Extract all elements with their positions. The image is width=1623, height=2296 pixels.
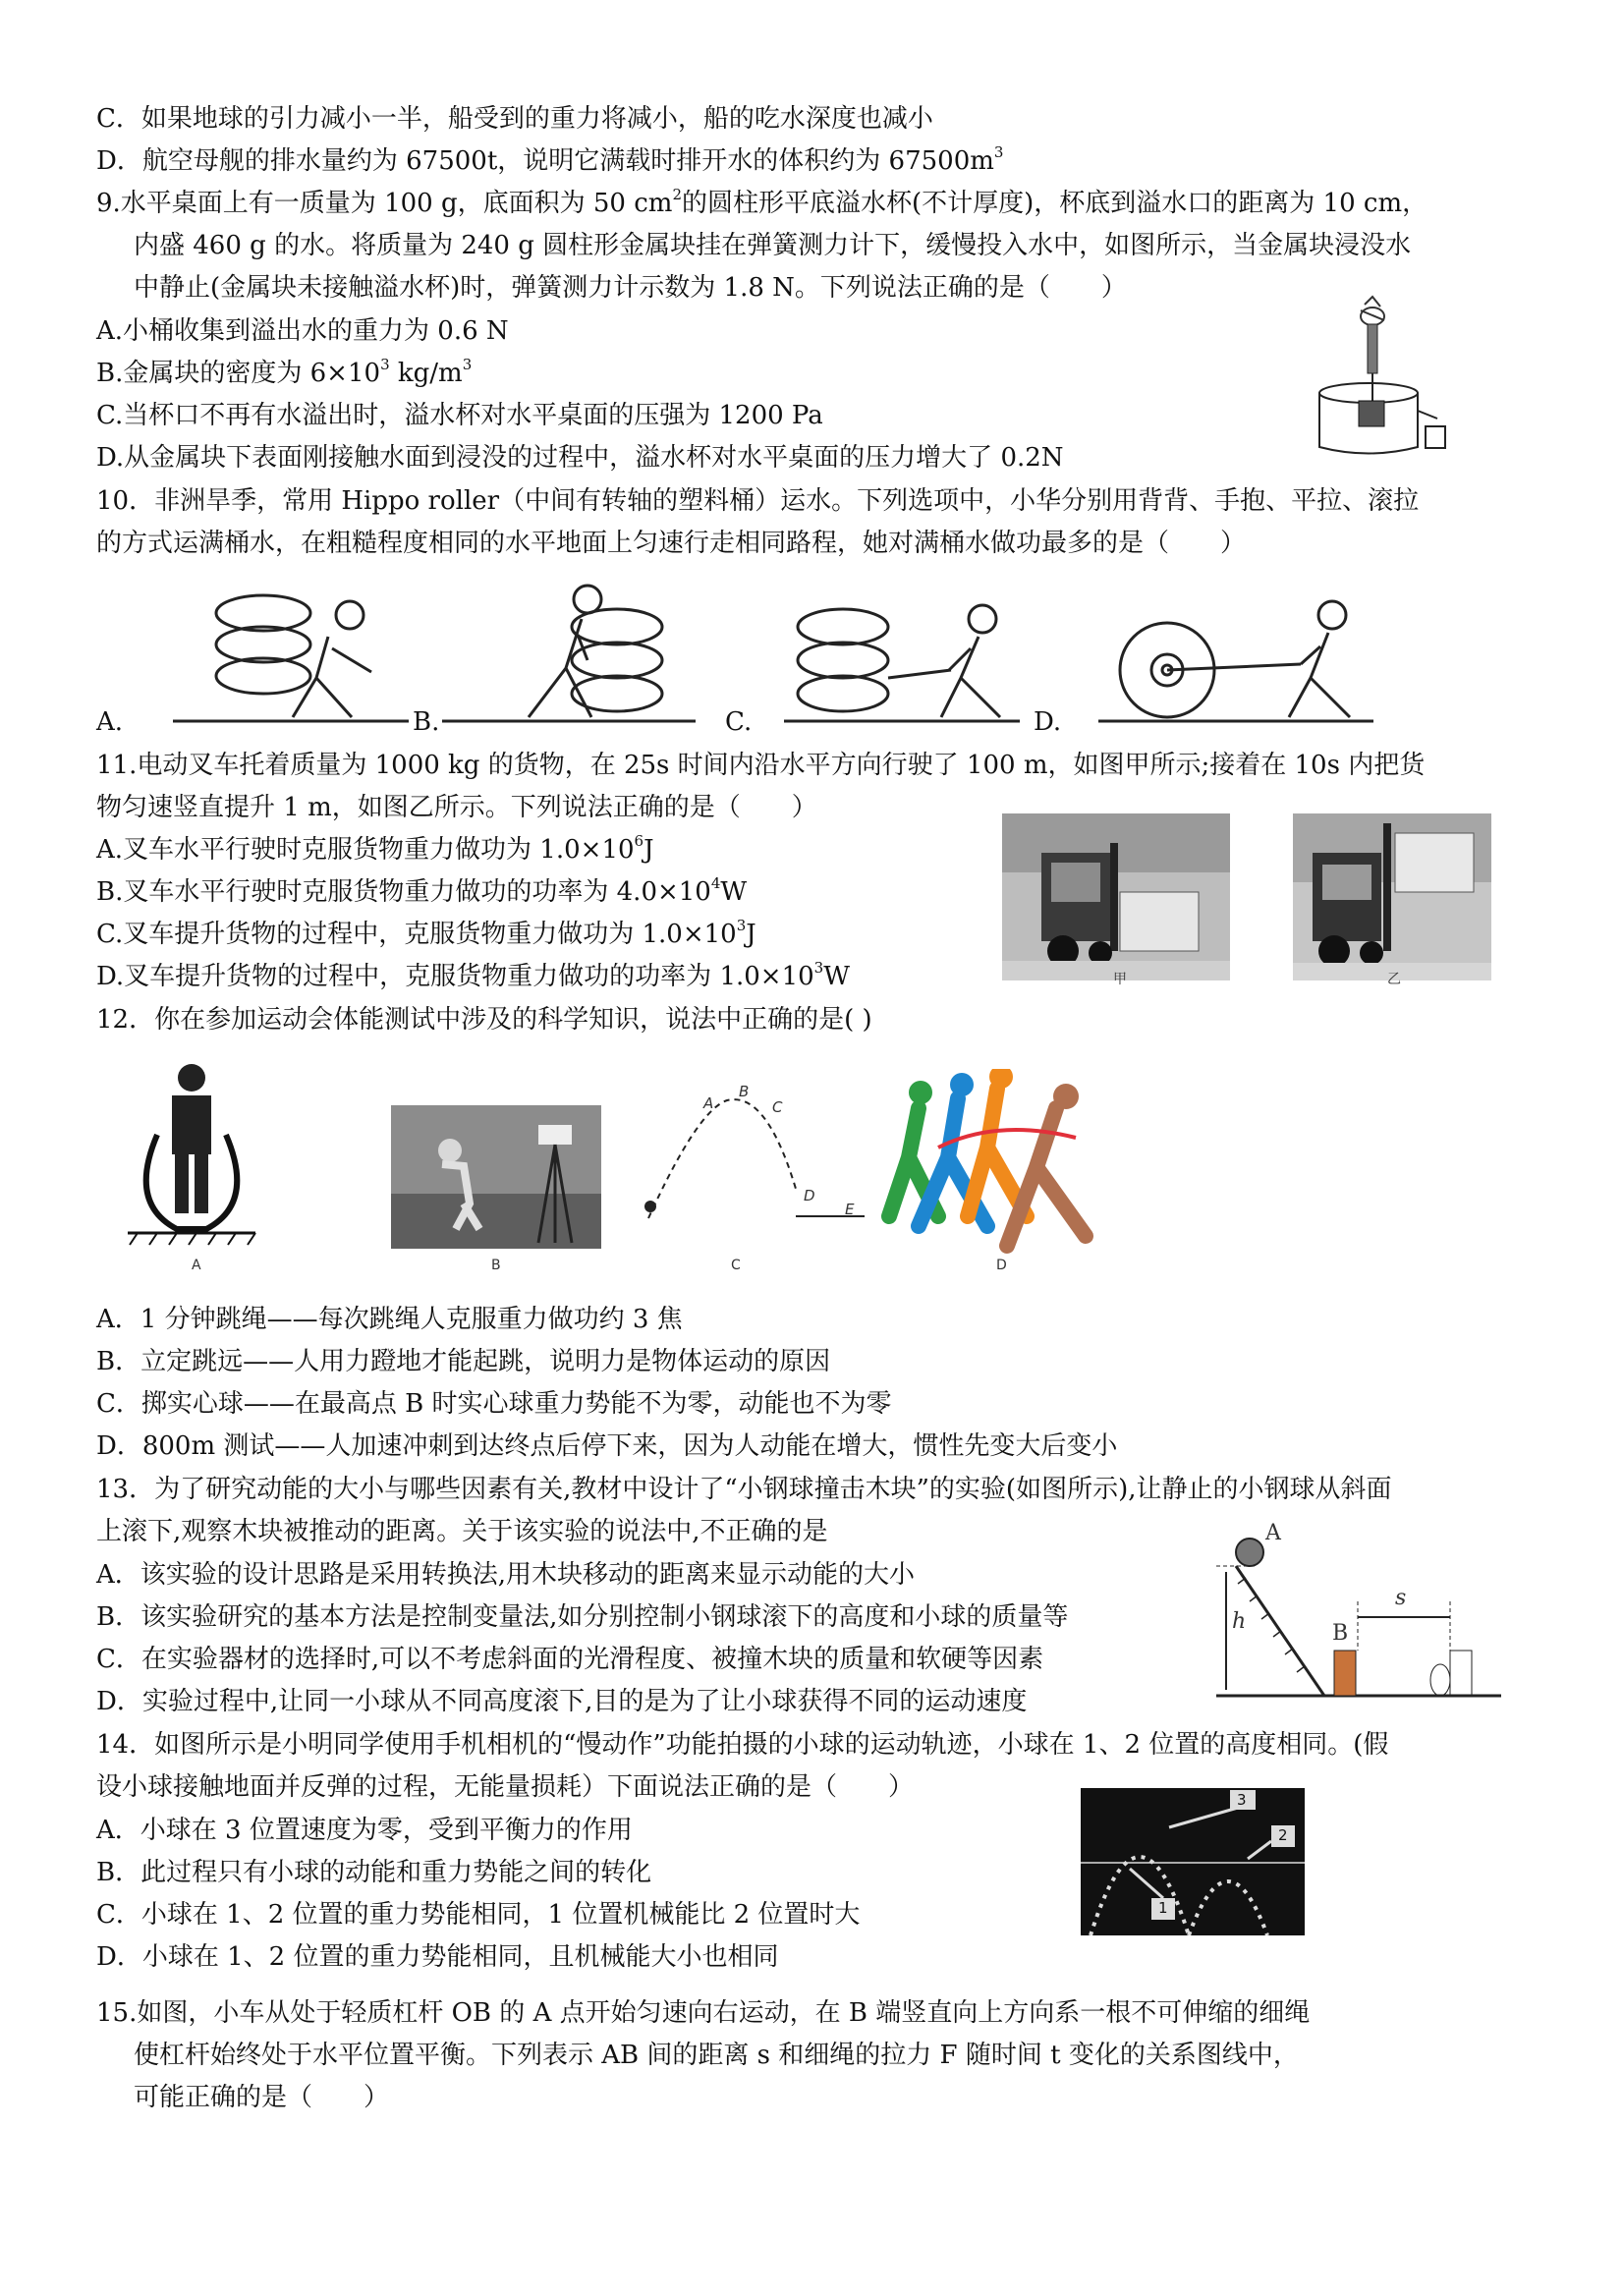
q14-stem-line1: 14．如图所示是小明同学使用手机相机的“慢动作”功能拍摄的小球的运动轨迹，小球在 1、2 位置的高度相同。(假 <box>96 1730 1389 1760</box>
q11-stem-line2: 物匀速竖直提升 1 m，如图乙所示。下列说法正确的是（ ） <box>96 793 817 822</box>
figure-label-c: C <box>731 1258 741 1273</box>
q8-option-c: C．如果地球的引力减小一半，船受到的重力将减小，船的吃水深度也减小 <box>96 104 933 134</box>
incline-label-b: B <box>1332 1621 1349 1646</box>
q9-option-b: B.金属块的密度为 $6\times 10^3$ $kg/m^3$ <box>96 356 473 388</box>
sports-figure-c-trajectory <box>629 1091 865 1238</box>
figure-label-b: B <box>491 1258 501 1273</box>
q12-stem: 12．你在参加运动会体能测试中涉及的科学知识，说法中正确的是( ) <box>96 1005 872 1035</box>
incline-label-a: A <box>1265 1521 1281 1545</box>
incline-label-h: h <box>1232 1609 1247 1634</box>
hippo-roller-figure <box>96 580 1550 737</box>
q12-option-b: B．立定跳远——人用力蹬地才能起跳，说明力是物体运动的原因 <box>96 1347 831 1376</box>
q9-stem-line2: 内盛 460 g 的水。将质量为 240 g 圆柱形金属块挂在弹簧测力计下，缓慢投入水中，如图所示，当金属块浸没水 <box>134 231 1412 260</box>
bouncing-ball-photo <box>1081 1788 1305 1935</box>
q15-stem-line1: 15.如图，小车从处于轻质杠杆 OB 的 A 点开始匀速向右运动，在 B 端竖直向上方向系一根不可伸缩的细绳 <box>96 1998 1311 2028</box>
q9-option-c: C.当杯口不再有水溢出时，溢水杯对水平桌面的压强为 1200 Pa <box>96 401 823 430</box>
q9-option-d: D.从金属块下表面刚接触水面到浸没的过程中，溢水杯对水平桌面的压力增大了 0.2N <box>96 443 1064 473</box>
q14-option-c: C．小球在 1、2 位置的重力势能相同，1 位置机械能比 2 位置时大 <box>96 1900 861 1930</box>
trajectory-label-b: B <box>739 1083 750 1100</box>
ball-position-3: 3 <box>1237 1791 1247 1809</box>
q11-option-a: A.叉车水平行驶时克服货物重力做功为 $1.0\times 10^6J$ <box>96 832 654 865</box>
q11-option-b: B.叉车水平行驶时克服货物重力做功的功率为 $4.0\times 10^4W$ <box>96 874 748 907</box>
q14-option-b: B．此过程只有小球的动能和重力势能之间的转化 <box>96 1858 652 1887</box>
q12-option-a: A．1 分钟跳绳——每次跳绳人克服重力做功约 3 焦 <box>96 1305 683 1334</box>
q10-option-b-label: B. <box>413 707 440 737</box>
q13-option-d: D．实验过程中,让同一小球从不同高度滚下,目的是为了让小球获得不同的运动速度 <box>96 1687 1028 1716</box>
q15-stem-line2: 使杠杆始终处于水平位置平衡。下列表示 AB 间的距离 s 和细绳的拉力 F 随时间 t 变化的关系图线中， <box>134 2041 1299 2070</box>
ball-position-2: 2 <box>1278 1826 1288 1844</box>
sports-figure-a <box>118 1056 265 1253</box>
q11-option-c: C.叉车提升货物的过程中，克服货物重力做功为 $1.0\times 10^3J$ <box>96 917 756 949</box>
overflow-cup-figure <box>1302 295 1449 462</box>
sports-figure-d-runners <box>879 1069 1115 1256</box>
q14-option-a: A．小球在 3 位置速度为零，受到平衡力的作用 <box>96 1816 633 1845</box>
q10-option-a-label: A. <box>96 707 124 737</box>
q13-stem-line1: 13．为了研究动能的大小与哪些因素有关,教材中设计了“小钢球撞击木块”的实验(如图所示),让静止的小钢球从斜面 <box>96 1475 1392 1504</box>
q9-stem-line1: 9.水平桌面上有一质量为 100 g，底面积为 50 $cm^2$的圆柱形平底溢水杯(不计厚度)，杯底到溢水口的距离为 10 cm， <box>96 186 1428 218</box>
q13-stem-line2: 上滚下,观察木块被推动的距离。关于该实验的说法中,不正确的是 <box>96 1517 828 1546</box>
caption-yi: 乙 <box>1387 972 1401 987</box>
q10-stem-line2: 的方式运满桶水，在粗糙程度相同的水平地面上匀速行走相同路程，她对满桶水做功最多的是（ ） <box>96 529 1247 558</box>
incline-label-s: s <box>1395 1586 1407 1610</box>
q10-option-d-label: D. <box>1034 707 1062 737</box>
q11-stem-line1: 11.电动叉车托着质量为 1000 kg 的货物，在 25s 时间内沿水平方向行驶了 100 m，如图甲所示;接着在 10s 内把货 <box>96 751 1426 780</box>
figure-label-a: A <box>192 1258 201 1273</box>
q13-option-c: C．在实验器材的选择时,可以不考虑斜面的光滑程度、被撞木块的质量和软硬等因素 <box>96 1645 1044 1674</box>
q13-option-b: B．该实验研究的基本方法是控制变量法,如分别控制小钢球滚下的高度和小球的质量等 <box>96 1602 1069 1632</box>
caption-jia: 甲 <box>1113 972 1127 987</box>
q12-option-c: C．掷实心球——在最高点 B 时实心球重力势能不为零，动能也不为零 <box>96 1389 892 1419</box>
q11-option-d: D.叉车提升货物的过程中，克服货物重力做功的功率为 $1.0\times 10^3W$ <box>96 959 850 991</box>
forklift-photo-jia <box>1002 813 1230 980</box>
q10-option-c-label: C. <box>725 707 753 737</box>
trajectory-label-c: C <box>772 1098 783 1116</box>
trajectory-label-d: D <box>804 1187 815 1204</box>
trajectory-label-a: A <box>703 1094 714 1112</box>
q13-option-a: A．该实验的设计思路是采用转换法,用木块移动的距离来显示动能的大小 <box>96 1560 916 1590</box>
q10-stem-line1: 10．非洲旱季，常用 Hippo roller（中间有转轴的塑料桶）运水。下列选项中，小华分别用背背、手抱、平拉、滚拉 <box>96 486 1420 516</box>
q14-stem-line2: 设小球接触地面并反弹的过程，无能量损耗）下面说法正确的是（ ） <box>96 1772 915 1802</box>
q9-option-a: A.小桶收集到溢出水的重力为 0.6 N <box>96 316 509 346</box>
sports-figure-b <box>391 1105 601 1249</box>
q12-option-d: D．800m 测试——人加速冲刺到达终点后停下来，因为人动能在增大，惯性先变大后变小 <box>96 1431 1118 1461</box>
q15-stem-line3: 可能正确的是（ ） <box>134 2083 390 2112</box>
q8-option-d: D．航空母舰的排水量约为 67500t，说明它满载时排开水的体积约为 $67500m^3$ <box>96 143 1004 176</box>
incline-experiment-figure <box>1216 1523 1501 1709</box>
q9-stem-line3: 中静止(金属块未接触溢水杯)时，弹簧测力计示数为 1.8 N。下列说法正确的是（ ） <box>134 273 1127 303</box>
q14-option-d: D．小球在 1、2 位置的重力势能相同，且机械能大小也相同 <box>96 1942 779 1972</box>
trajectory-label-e: E <box>845 1201 855 1218</box>
figure-label-d: D <box>996 1258 1007 1273</box>
forklift-photo-yi <box>1293 813 1491 980</box>
ball-position-1: 1 <box>1158 1899 1168 1917</box>
